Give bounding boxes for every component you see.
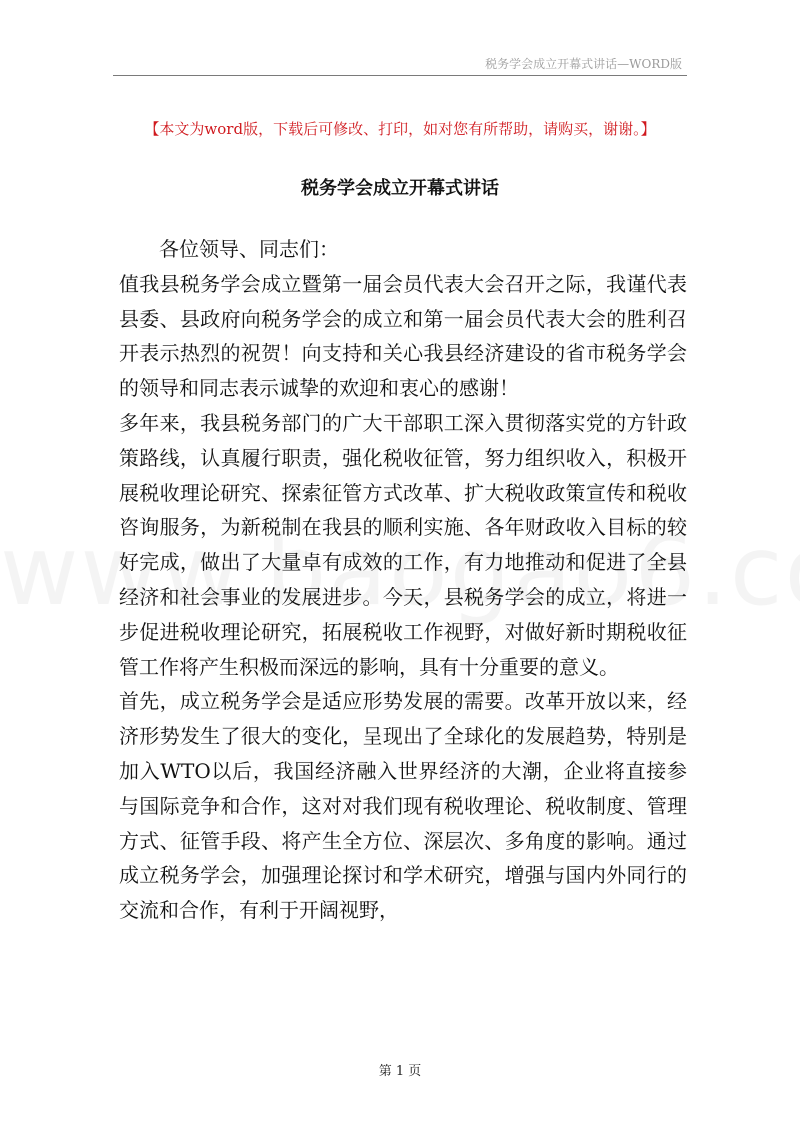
paragraph-2: 多年来，我县税务部门的广大干部职工深入贯彻落实党的方针政策路线，认真履行职责，强化税收征管，努力组织收入，积极开展税收理论研究、探索征管方式改革、扩大税收政策宣传和税收咨询服务，为新税制在我县的顺利实施、各年财政收入目标的较好完成，做出了大量卓有成效的工作，有力地推动和促进了全县经济和社会事业的发展进步。今天，县税务学会的成立，将进一步促进税收理论研究，拓展税收工作视野，对做好新时期税收征管工作将产生积极而深远的影响，具有十分重要的意义。 xyxy=(119,410,687,679)
page-number: 第 1 页 xyxy=(378,1064,422,1079)
paragraph-1: 值我县税务学会成立暨第一届会员代表大会召开之际，我谨代表县委、县政府向税务学会的成立和第一届会员代表大会的胜利召开表示热烈的祝贺！向支持和关心我县经济建设的省市税务学会的领导和同志表示诚挚的欢迎和衷心的感谢！ xyxy=(119,271,687,401)
header-divider xyxy=(113,75,687,76)
paragraph-3: 首先，成立税务学会是适应形势发展的需要。改革开放以来，经济形势发生了很大的变化，呈现出了全球化的发展趋势，特别是加入WTO以后，我国经济融入世界经济的大潮，企业将直接参与国际竞争和合作，这对对我们现有税收理论、税收制度、管理方式、征管手段、将产生全方位、深层次、多角度的影响。通过成立税务学会，加强理论探讨和学术研究，增强与国内外同行的交流和合作，有利于开阔视野， xyxy=(119,689,687,923)
document-title: 税务学会成立开幕式讲话 xyxy=(301,178,499,199)
document-body xyxy=(119,232,687,928)
running-header: 税务学会成立开幕式讲话—WORD版 xyxy=(485,57,682,71)
download-notice: 【本文为word版，下载后可修改、打印，如对您有所帮助，请购买，谢谢。】 xyxy=(144,120,656,138)
salutation: 各位领导、同志们： xyxy=(159,237,339,261)
